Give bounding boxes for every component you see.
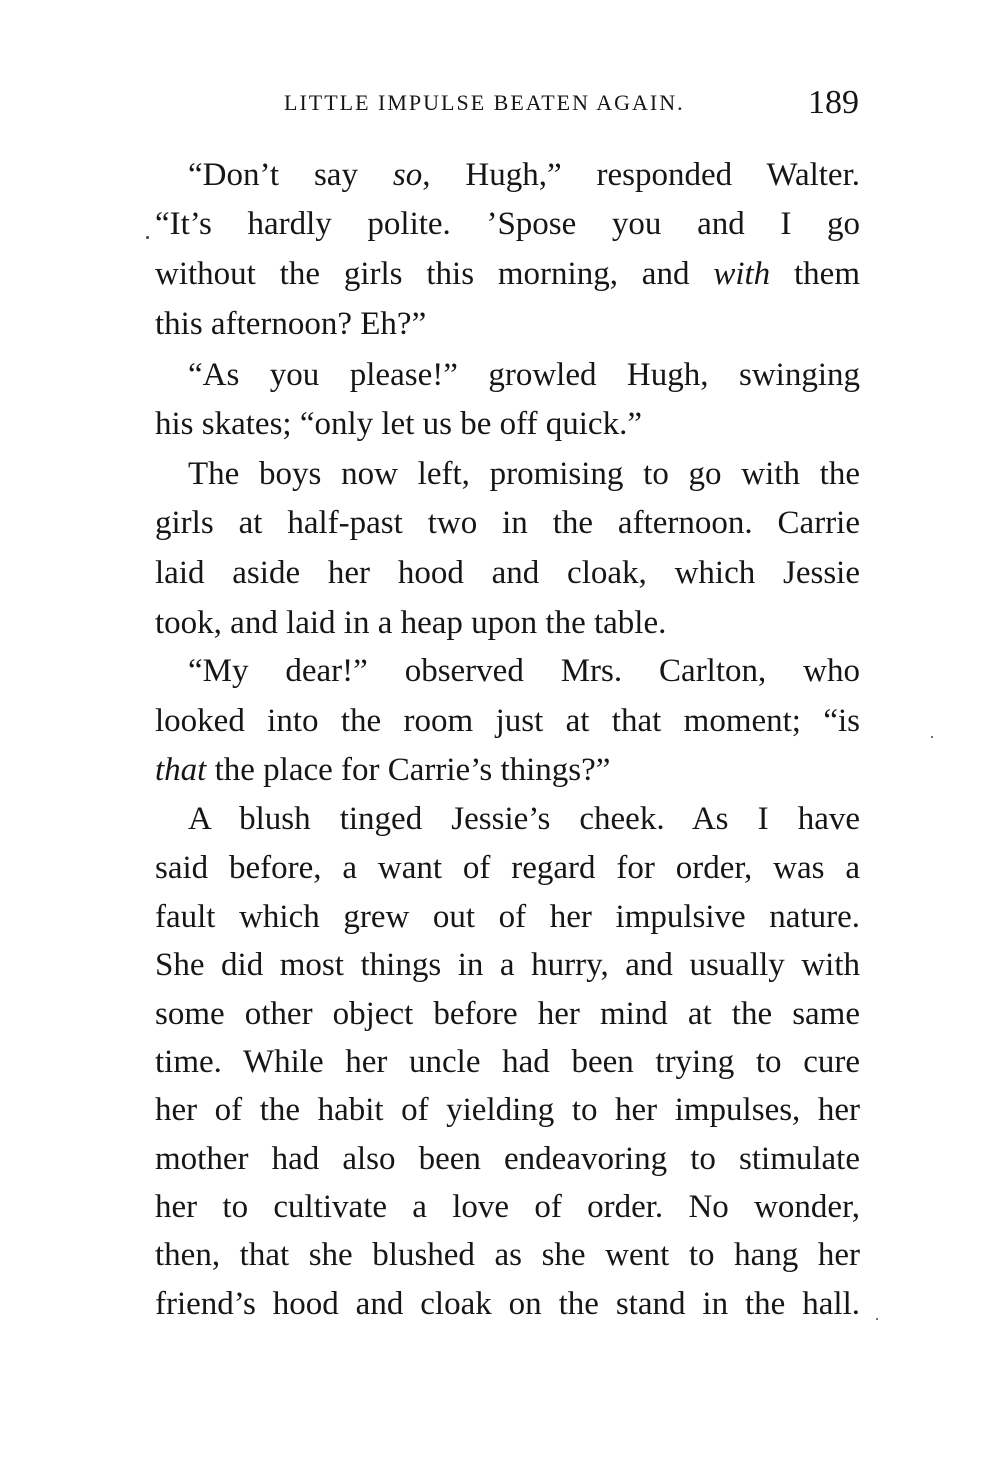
- text-line: her of the habit of yielding to her impulses, her: [155, 1092, 860, 1128]
- text-line: then, that she blushed as she went to hang her: [155, 1237, 860, 1273]
- ink-speck: [876, 1318, 878, 1320]
- text-line: “It’s hardly polite. ’Spose you and I go: [155, 206, 860, 242]
- ink-speck: [931, 736, 933, 738]
- text-line: looked into the room just at that moment; “is: [155, 703, 860, 739]
- text-line: mother had also been endeavoring to stimulate: [155, 1141, 860, 1177]
- text-line: this afternoon? Eh?”: [155, 306, 427, 342]
- text-line: “As you please!” growled Hugh, swinging: [188, 357, 860, 393]
- text-line: A blush tinged Jessie’s cheek. As I have: [188, 801, 860, 837]
- text-line: fault which grew out of her impulsive nature.: [155, 899, 860, 935]
- text-line: “My dear!” observed Mrs. Carlton, who: [188, 653, 860, 689]
- page-number: 189: [808, 84, 859, 121]
- ink-speck: [146, 236, 149, 239]
- text-line: some other object before her mind at the same: [155, 996, 860, 1032]
- text-line: laid aside her hood and cloak, which Jessie: [155, 555, 860, 591]
- text-line: took, and laid in a heap upon the table.: [155, 605, 667, 641]
- text-line: The boys now left, promising to go with the: [188, 456, 860, 492]
- running-header: LITTLE IMPULSE BEATEN AGAIN.: [284, 90, 685, 115]
- text-line: said before, a want of regard for order, was a: [155, 850, 860, 886]
- text-line: his skates; “only let us be off quick.”: [155, 406, 642, 442]
- text-line: time. While her uncle had been trying to cure: [155, 1044, 860, 1080]
- text-line: “Don’t say so, Hugh,” responded Walter.: [188, 157, 861, 193]
- text-line: girls at half-past two in the afternoon. Carrie: [155, 505, 860, 541]
- text-line: She did most things in a hurry, and usually with: [155, 947, 860, 983]
- text-line: without the girls this morning, and with them: [155, 256, 861, 292]
- text-line: her to cultivate a love of order. No wonder,: [155, 1189, 860, 1225]
- text-line: that the place for Carrie’s things?”: [155, 752, 611, 788]
- text-line: friend’s hood and cloak on the stand in the hall.: [155, 1286, 860, 1322]
